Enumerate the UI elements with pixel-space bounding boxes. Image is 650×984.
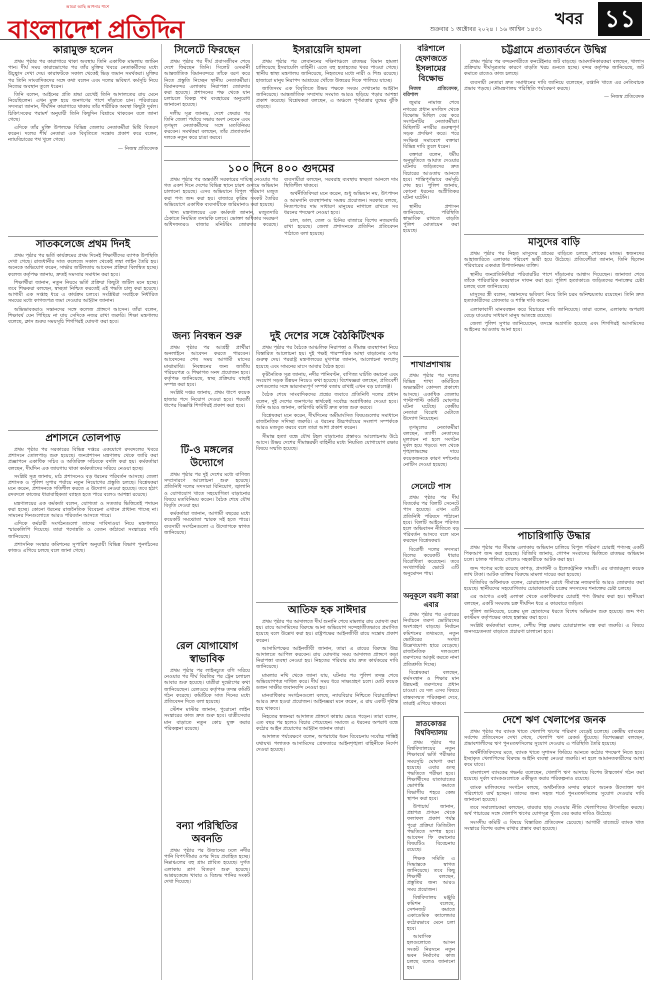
story-headline[interactable]: পাচারিগাড়ি উদ্ধার [517, 531, 591, 542]
paragraph: এদিকে কর্মচারী সংগঠনগুলো তাদের দাবিদাওয়া নিয়ে মন্ত্রণালয়ে স্মারকলিপি দিয়েছে। তারা পদোন্নতি ও বেতন কাঠামো সংস্কারের দাবি জানিয়েছে। [8, 521, 158, 540]
paragraph: প্রথম পৃষ্ঠার পর দীর্ঘ প্রবাসজীবন শেষে দেশে ফিরছেন তিনি। সিলেট ওসমানী আন্তর্জাতিক বিমানবন্দরে তাঁকে বরণ করে নিতে প্রস্তুতি নিচ্ছেন স্থানীয় নেতাকর্মীরা। বিমানবন্দর এলাকায় নিরাপত্তা জোরদার করা হয়েছে। প্রশাসনের পক্ষ থেকে যান চলাচলে বিকল্প পথ ব্যবহারের অনুরোধ জানানো হয়েছে। [164, 59, 250, 109]
story-body [403, 373, 459, 468]
paragraph: আদালত পর্যবেক্ষণে বলেন, অপরাধের ধরন বিবেচনায় সর্বোচ্চ শাস্তিই যথাযথ। পলাতক আসামিদের গ্রেফতারে আইনশৃঙ্খলা বাহিনীকে নির্দেশ দেওয়া হয়েছে। [256, 734, 398, 753]
story-headline[interactable]: রেল যোগাযোগ স্বাভাবিক [176, 641, 238, 665]
story-headline[interactable]: আতিফ হক সাঈদার [287, 605, 367, 616]
story-headline[interactable]: সাতকলেজে প্রথম দিনই [35, 239, 131, 250]
logo-tagline: আমরা আছি আপনার পাশে [66, 4, 110, 9]
paragraph: এদিকে তাঁর মুক্তি উপলক্ষে বিভিন্ন জেলায় নেতাকর্মীরা মিষ্টি বিতরণ করেন। দলের শীর্ষ নেতারা এক বিবৃতিতে সন্তোষ প্রকাশ করে বলেন, ন্যায়বিচারের পথ খুলে গেছে। [8, 125, 158, 144]
byline: নিজস্ব প্রতিবেদক, বরিশাল [403, 86, 459, 99]
story-talks[interactable] [164, 444, 250, 594]
story-headline[interactable]: শাখাপ্রশাখায় [411, 360, 451, 369]
paragraph: বিশ্লেষকরা বলছেন, কর্মসংস্থান ও শিক্ষার মান উন্নয়নই তরুণদের প্রধান চাওয়া। যে দল এসব বিষয়ে বাস্তবসম্মত পরিকল্পনা দেবে, তারাই এগিয়ে থাকবে। [403, 669, 459, 707]
paragraph: মন্ত্রণালয়ের এক কর্মকর্তা বলেন, যোগ্যতা ও সততার ভিত্তিতেই পদায়ন করা হচ্ছে। কোনো ধরনের রাজনৈতিক বিবেচনা এখানে প্রাধান্য পাচ্ছে না। সামনের দিনগুলোতে আরও পরিবর্তন আসতে পারে। [8, 500, 158, 520]
section-label: খবর [555, 9, 584, 28]
paragraph: প্রথম পৃষ্ঠার পর আদালতে দীর্ঘ শুনানি শেষে মামলার রায় ঘোষণা করা হয়। রায়ে আসামিদের বিরুদ্ধে আনা অভিযোগ সন্দেহাতীতভাবে প্রমাণিত হয়েছে বলে উল্লেখ করা হয়। রাষ্ট্রপক্ষের আইনজীবী রায়ে সন্তোষ প্রকাশ করেন। [256, 619, 398, 644]
story-body [464, 729, 644, 832]
paragraph: প্রথম পৃষ্ঠার পর আগ্রহী প্রার্থীরা অনলাইনে আবেদন করতে পারবেন। আবেদনের শেষ সময় আগামী মাসের মাঝামাঝি। নিবন্ধনের জন্য জাতীয় পরিচয়পত্র ও শিক্ষাগত সনদ প্রয়োজন হবে। কর্তৃপক্ষ জানিয়েছে, স্বচ্ছ প্রক্রিয়ায় বাছাই সম্পন্ন করা হবে। [164, 345, 250, 389]
paragraph: এর আগেও একই এলাকা থেকে একাধিকবার চোরাই পণ্য উদ্ধার করা হয়। স্থানীয়রা বলছেন, একটি সংঘবদ্ধ চক্র দীর্ঘদিন ধরে এ কারবারে জড়িত। [464, 594, 644, 607]
newspaper-logo[interactable] [8, 2, 208, 44]
paragraph: কর্মকর্তারা জানান, আগামী বছরের মধ্যে কয়েকটি সমঝোতা স্মারক সই হতে পারে। ব্যবসায়ী সংগঠনগুলো এ উদ্যোগকে স্বাগত জানিয়েছে। [164, 511, 250, 536]
paragraph: অভিভাবকরাও সন্তানদের সঙ্গে কলেজ প্রাঙ্গণে আসেন। তাঁরা বলেন, শিক্ষাবর্ষ যেন পিছিয়ে না যায় সেদিকে নজর রাখা জরুরি। শিক্ষা মন্ত্রণালয় বলেছে, ক্লাস শুরুর সময়সূচি শিগগিরই ঘোষণা করা হবে। [8, 306, 158, 326]
story-headline[interactable]: সিলেটে ফিরছেন [174, 45, 240, 56]
story-sayeed[interactable] [256, 604, 398, 980]
paragraph: প্রথম পৃষ্ঠার পর ভর্তি কার্যক্রমের প্রথম দিনেই শিক্ষার্থীদের ব্যাপক উপস্থিতি দেখা গেছে। রাজধানীর সাত কলেজে সকাল থেকেই লম্বা লাইন তৈরি হয়। অনেকে অভিযোগ করেন, সার্ভার জটিলতায় আবেদন প্রক্রিয়া বিলম্বিত হচ্ছে। কলেজ কর্তৃপক্ষ জানায়, দ্রুতই সমস্যার সমাধান করা হবে। [8, 253, 158, 278]
story-shaka[interactable] [403, 358, 459, 478]
paragraph: এলাকাবাসী মানববন্ধন করে বিচারের দাবি জানিয়েছে। তারা বলেন, এলাকায় অপরাধ বেড়ে যাওয়ায় সাধারণ মানুষ আতঙ্কে রয়েছে। [464, 306, 644, 319]
story-body [256, 619, 398, 753]
dateline: শুক্রবার ১ অক্টোবর ২০২৪ । ১৬ আশ্বিন ১৪৩১ [430, 26, 543, 33]
story-headline[interactable]: বরিশালে হেফাজতে ইসলামের বিক্ষোভ [415, 44, 447, 83]
story-body [8, 253, 158, 325]
paragraph: প্রথম পৃষ্ঠার পর কারাগারে থাকা অবস্থায় তিনি একাধিক মামলায় জামিন পান। দীর্ঘ সময় কারাভোগের পর তাঁর মুক্তির খবরে নেতাকর্মীদের মধ্যে উচ্ছ্বাস দেখা দেয়। কারাফটকে সকাল থেকেই ভিড় জমান সমর্থকরা। মুক্তির পর তিনি সাংবাদিকদের সঙ্গে কথা বলেন এবং দলের ভবিষ্যৎ কর্মসূচি নিয়ে নিজের অবস্থান তুলে ধরেন। [8, 59, 158, 90]
paragraph: তবে সমালোচকরা বলছেন, বারবার ছাড় দেওয়ার নীতি খেলাপিদের উৎসাহিত করছে। অর্থ পাচারের সঙ্গে খেলাপি ঋণের যোগসূত্র খুঁজে বের করার দাবিও উঠেছে। [464, 805, 644, 818]
story-headline[interactable]: প্রশাসনে তোলপাড় [45, 433, 121, 444]
story-body [407, 740, 455, 971]
paragraph: প্রশাসনিক সংস্কার কমিশনের সুপারিশ অনুযায়ী বিভিন্ন বিভাগ পুনর্গঠনের কাজও এগিয়ে চলছে বলে জানা গেছে। [8, 541, 158, 555]
story-headline[interactable]: সেনেটে পাস [411, 482, 451, 491]
story-body [464, 251, 644, 333]
story-body [256, 345, 398, 452]
paragraph: প্রথম পৃষ্ঠার পর সরকারের বিভিন্ন দপ্তরে একযোগে রদবদলের খবরে প্রশাসনে তোলপাড় শুরু হয়েছে। জনপ্রশাসন মন্ত্রণালয় থেকে জারি করা প্রজ্ঞাপনে একাধিক সচিব ও অতিরিক্ত সচিবকে বদলি করা হয়। কর্মকর্তারা বলছেন, দীর্ঘদিন এক জায়গায় থাকা কর্মকর্তাদের সরিয়ে নেওয়া হচ্ছে। [8, 447, 158, 472]
paragraph: শিক্ষার্থীরা জানান, নতুন নিয়মে ভর্তি প্রক্রিয়া কিছুটা জটিল মনে হচ্ছে। তবে শিক্ষকরা বলছেন, স্বচ্ছতা নিশ্চিত করতেই এই পদ্ধতি চালু করা হয়েছে। আগামী এক সপ্তাহ ধরে এ কার্যক্রম চলবে। সংশ্লিষ্টরা সবাইকে নির্ধারিত সময়ের মধ্যে কাগজপত্র জমা দেওয়ার আহ্বান জানান। [8, 279, 158, 305]
story-karamuj[interactable] [8, 44, 158, 234]
byline: — নিজস্ব প্রতিবেদক [604, 94, 644, 101]
page-number: ১১ [598, 2, 642, 36]
column-divider [460, 44, 461, 980]
story-seneta[interactable] [403, 480, 459, 590]
story-barishal[interactable] [403, 44, 459, 354]
story-center[interactable] [256, 330, 398, 600]
story-loan[interactable] [464, 714, 644, 980]
paragraph: তিনি বলেন, আইনের প্রতি শ্রদ্ধা রেখেই তিনি আদালতের রায় মেনে নিয়েছিলেন। এখন মুক্ত হয়ে জনগণের পাশে দাঁড়াতে চান। পরিবারের সদস্যরা জানান, দীর্ঘদিন কারাগারে থাকায় তাঁর শারীরিক অবস্থা কিছুটা দুর্বল। চিকিৎসকের পরামর্শ অনুযায়ী তিনি কিছুদিন বিশ্রামে থাকবেন বলে জানা গেছে। [8, 92, 158, 123]
paragraph: স্থানীয় জনপ্রতিনিধিরা পরিবারটির পাশে দাঁড়ানোর আশ্বাস দিয়েছেন। জানাজা শেষে তাঁকে পারিবারিক কবরস্থানে দাফন করা হয়। পুলিশ হত্যাকাণ্ডে জড়িতদের শনাক্তের চেষ্টা চলছে বলে জানিয়েছে। [464, 271, 644, 291]
story-jobs[interactable] [164, 330, 250, 440]
byline: — নিজস্ব প্রতিবেদক [118, 145, 158, 152]
paragraph: প্রথম পৃষ্ঠার পর এবারের নির্বাচনে তরুণ ভোটারদের অংশগ্রহণ বাড়ছে। নির্বাচন কমিশনের তথ্যমতে, নতুন ভোটারের সংখ্যা উল্লেখযোগ্য হারে বেড়েছে। রাজনৈতিক দলগুলো তরুণদের আকৃষ্ট করতে নানা প্রতিশ্রুতি দিচ্ছে। [403, 612, 459, 668]
story-divider [256, 602, 398, 603]
paragraph: ব্যাংক মালিকদের সংগঠন বলছে, অর্থনৈতিক মন্দার কারণে অনেক উদ্যোক্তা ঋণ পরিশোধে ব্যর্থ হচ্ছেন। তাদের জন্য সহজ শর্তে পুনঃতফসিলের সুযোগ দেওয়ার দাবি জানানো হয়েছে। [464, 784, 644, 804]
paragraph: প্রথম পৃষ্ঠার পর উজানের ঢলে নদীর পানি বিপৎসীমার ওপর দিয়ে প্রবাহিত হচ্ছে। নিম্নাঞ্চলের বহু গ্রাম প্লাবিত হয়েছে। দুর্গত এলাকায় ত্রাণ বিতরণ শুরু হয়েছে। আশ্রয়কেন্দ্রে খাবার ও বিশুদ্ধ পানির সংকট দেখা দিয়েছে। [164, 848, 250, 886]
story-masud[interactable] [464, 236, 644, 526]
story-headline[interactable]: চট্টগ্রামে প্রত্যাবর্তনে উদ্বিগ্ন [501, 45, 607, 56]
story-patagari[interactable] [464, 530, 644, 710]
story-body [8, 447, 158, 554]
story-body [256, 59, 398, 111]
story-divider [403, 356, 459, 357]
paragraph: প্রথম পৃষ্ঠার পর নিহত মাসুদের গ্রামের বাড়িতে চলছে শোকের মাতম। স্বজনদের আহাজারিতে এলাকার পরিবেশ ভারী হয়ে উঠেছে। প্রতিবেশীরা জানান, তিনি ছিলেন পরিবারের একমাত্র উপার্জনক্ষম ব্যক্তি। [464, 251, 644, 270]
paragraph: জুমার নামাজ শেষে নগরের প্রধান মসজিদ থেকে বিক্ষোভ মিছিল বের করে সংগঠনটির নেতাকর্মীরা। মিছিলটি নগরীর গুরুত্বপূর্ণ সড়ক প্রদক্ষিণ করে। পরে সংক্ষিপ্ত সমাবেশে বক্তারা বিভিন্ন দাবি তুলে ধরেন। [403, 100, 459, 150]
paragraph: প্রথম পৃষ্ঠার পর লেবাননের দক্ষিণাঞ্চলে রাতভর বিমান হামলা চালিয়েছে ইসরায়েলি বাহিনী। এতে বহু হতাহতের খবর পাওয়া গেছে। স্থানীয় স্বাস্থ্য মন্ত্রণালয় জানিয়েছে, নিহতদের মধ্যে নারী ও শিশু রয়েছে। হাজারো মানুষ নিরাপদ আশ্রয়ের খোঁজে উত্তরের দিকে পালিয়ে যাচ্ছে। [256, 59, 398, 84]
column-divider [400, 44, 401, 980]
story-headline[interactable]: জন্য নিবন্ধন শুরু [172, 331, 242, 342]
paragraph: বিশ্ববিদ্যালয় মঞ্জুরি কমিশন বলেছে, সেশনজট কমাতে একাডেমিক ক্যালেন্ডার কঠোরভাবে মেনে চলা হবে। [407, 894, 455, 932]
story-anukul[interactable] [403, 592, 459, 712]
paragraph: ব্যবসায়ী নেতারা দ্রুত সমাধানের দাবি জানিয়ে বলেছেন, রপ্তানি খাতে এর নেতিবাচক প্রভাব পড়ছে। নৌমন্ত্রণালয় পরিস্থিতি পর্যবেক্ষণ করছে। [464, 79, 644, 92]
story-headline[interactable]: দেশে ঋণ খেলাপের জনক [502, 715, 606, 726]
paragraph: উপাচার্য জানান, প্রশ্নপত্র প্রণয়ন থেকে ফলাফল প্রকাশ পর্যন্ত পুরো প্রক্রিয়া ডিজিটাল পদ্ধতিতে সম্পন্ন হবে। আবেদন ফি কমানোর বিষয়টিও বিবেচনায় রয়েছে। [407, 804, 455, 854]
paragraph: খাদ্য মন্ত্রণালয়ের এক কর্মকর্তা জানান, মজুতদারি ঠেকাতে নিয়মিত তদারকি চলবে। ভোক্তা অধিকার সংরক্ষণ অধিদফতরও বাজার মনিটরিং জোরদার করেছে। ব্যবসায়ীরা বলছেন, সরবরাহ ব্যবস্থায় স্বচ্ছতা আনলে দাম স্থিতিশীল থাকবে। [164, 177, 398, 229]
paragraph: বিজিবির অধিনায়ক বলেন, চোরাচালান রোধে সীমান্তে নজরদারি আরও জোরদার করা হয়েছে। স্থানীয়দের সহযোগিতায় চোরাকারবারি চক্রের সদস্যদের শনাক্তের চেষ্টা চলছে। [464, 580, 644, 593]
paragraph: বৈঠক শেষে সাংবাদিকদের প্রশ্নের জবাবে প্রতিনিধি দলের প্রধান বলেন, দুই দেশের জনগণের স্বার্থকেই সর্বোচ্চ অগ্রাধিকার দেওয়া হবে। তিনি আরও জানান, কারিগরি কমিটি দ্রুত কাজ শুরু করবে। [256, 392, 398, 411]
paragraph: প্রথম পৃষ্ঠার পর বৈঠকে আঞ্চলিক নিরাপত্তা ও সীমান্ত ব্যবস্থাপনা নিয়ে বিস্তারিত আলোচনা হয়। দুই পক্ষই পারস্পরিক আস্থা বাড়ানোর ওপর গুরুত্ব দেয়। পররাষ্ট্র মন্ত্রণালয়ের মুখপাত্র জানান, আলোচনা ফলপ্রসূ হয়েছে এবং সামনের মাসে আবার বৈঠক হবে। [256, 345, 398, 370]
story-rail[interactable] [164, 640, 250, 790]
paragraph: তৃণমূলের নেতাকর্মীরা বলছেন, ত্যাগী নেতাদের মূল্যায়ন না হলে সংগঠন দুর্বল হয়ে পড়বে। দল থেকে শৃঙ্খলাভঙ্গের দায়ে কয়েকজনকে কারণ দর্শানোর নোটিস দেওয়া হয়েছে। [403, 424, 459, 468]
story-body [164, 177, 398, 237]
story-body [164, 345, 250, 409]
paragraph: বিরোধী দলের সদস্যরা বিলের কয়েকটি ধারার বিরোধিতা করেছেন। তবে সংখ্যাগরিষ্ঠ ভোটে এটি অনুমোদন পায়। [403, 546, 459, 578]
story-headline[interactable]: দুই দেশের সঙ্গে বৈঠকিটিংখক [270, 331, 384, 342]
story-100days[interactable] [164, 162, 398, 327]
story-body [164, 668, 250, 732]
paragraph: প্রথম পৃষ্ঠার পর বিশ্ববিদ্যালয়ের নতুন শিক্ষাবর্ষে ভর্তি পরীক্ষার সময়সূচি ঘোষণা করা হয়েছে। এবার গুচ্ছ পদ্ধতিতে পরীক্ষা হবে। শিক্ষার্থীদের যাতায়াতের ভোগান্তি কমাতে বিভাগীয় শহরে কেন্দ্র স্থাপন করা হবে। [407, 740, 455, 802]
story-body [164, 59, 250, 142]
story-headline[interactable]: ১০০ দিনে ৪০০ গুদমের [227, 162, 335, 175]
story-body [403, 495, 459, 578]
story-divider [8, 236, 158, 237]
story-headline[interactable]: স্নাতকোত্তর বিশ্ববিদ্যালয় [414, 720, 448, 737]
story-headline[interactable]: মাসুদের বাড়ি [528, 237, 580, 248]
paragraph: আবাসিক হলগুলোতে আসন সংকট নিরসনে নতুন ভবন নির্মাণের কাজ চলছে বলেও জানানো হয়। [407, 934, 455, 972]
paragraph: শিক্ষক সমিতি এ সিদ্ধান্তকে স্বাগত জানিয়েছে। তবে কিছু শিক্ষার্থী বলছেন, প্রস্তুতির জন্য আরও সময় প্রয়োজন। [407, 855, 455, 893]
story-headline[interactable]: কারামুক্ত হলেন [53, 45, 113, 56]
story-chattogram[interactable] [464, 44, 644, 232]
story-body [464, 545, 644, 636]
paragraph: অর্থনীতিবিদদের মতে, ব্যাংক খাতে সুশাসন ফিরিয়ে আনতে কঠোর পদক্ষেপ নিতে হবে। ইচ্ছাকৃত খেলাপিদের বিরুদ্ধে আইনি ব্যবস্থা নেওয়া জরুরি। না হলে আমানতকারীদের আস্থা কমে যাবে। [464, 749, 644, 769]
paragraph: সংশ্লিষ্ট কর্মকর্তারা বলেন, দেশীয় শিল্প রক্ষায় চোরাচালান বন্ধ করা জরুরি। এ বিষয়ে জনসচেতনতা বাড়াতে প্রচারণা চালানো হবে। [464, 623, 644, 636]
paragraph: বক্তারা বলেন, ধর্মীয় অনুভূতিতে আঘাত দেওয়ার ঘটনায় জড়িতদের দ্রুত বিচারের আওতায় আনতে হবে। শান্তিপূর্ণভাবে কর্মসূচি শেষ হয়। পুলিশ জানায়, কোনো ধরনের অপ্রীতিকর ঘটনা ঘটেনি। [403, 152, 459, 202]
paragraph: প্রথম পৃষ্ঠার পর দুই দেশের মধ্যে বাণিজ্য সম্প্রসারণে আলোচনা শুরু হয়েছে। প্রতিনিধি দলের সদস্যরা বিনিয়োগ, জ্বালানি ও যোগাযোগ খাতে সহযোগিতা বাড়ানোর বিষয়ে মতবিনিময় করেন। বৈঠক শেষে যৌথ বিবৃতি দেওয়া হয়। [164, 472, 250, 510]
paragraph: সংশ্লিষ্ট সূত্র জানায়, মাঠ প্রশাসনেও বড় ধরনের পরিবর্তন আসছে। জেলা প্রশাসক ও পুলিশ সুপার পর্যায়ে নতুন নিয়োগের প্রস্তুতি চলছে। বিশ্লেষকরা মনে করেন, প্রশাসনকে গতিশীল করতে এ উদ্যোগ নেওয়া হয়েছে। তবে হঠাৎ রদবদলে কাজের ধারাবাহিকতা ব্যাহত হতে পারে বলেও আশঙ্কা রয়েছে। [8, 473, 158, 499]
paragraph: প্রথম পৃষ্ঠার পর লাইনচ্যুত বগি সরিয়ে নেওয়ার পর দীর্ঘ বিরতির পর ট্রেন চলাচল আবার শুরু হয়েছে। যাত্রীরা দুর্ভোগের কথা জানিয়েছেন। রেলওয়ে কর্তৃপক্ষ তদন্ত কমিটি গঠন করেছে। কমিটিকে সাত দিনের মধ্যে প্রতিবেদন দিতে বলা হয়েছে। [164, 668, 250, 706]
paragraph: জেলা পুলিশ সুপার জানিয়েছেন, তদন্তে অগ্রগতি হয়েছে এবং শিগগিরই আসামিদের আইনের আওতায় আনা হবে। [464, 321, 644, 334]
story-colleges[interactable] [8, 238, 158, 428]
story-body [403, 86, 459, 235]
paragraph: মামলার নথি থেকে জানা যায়, ঘটনার পর পুলিশ তদন্ত শেষে অভিযোগপত্র দাখিল করে। দীর্ঘ সময় ধরে সাক্ষ্যগ্রহণ চলে। মোট কয়েক ডজন সাক্ষীর জবানবন্দি নেওয়া হয়। [256, 672, 398, 692]
paragraph: প্রথম পৃষ্ঠার পর বন্দরনগরীতে কনটেইনার জট বাড়ছে। আমদানিকারকরা বলছেন, খালাস প্রক্রিয়ায় দীর্ঘসূত্রতার কারণে বাড়তি খরচ গুনতে হচ্ছে। বন্দর কর্তৃপক্ষ জানিয়েছে, জট কমাতে রাতেও কাজ চলছে। [464, 59, 644, 78]
paragraph: স্টেশন মাস্টার জানান, পুরোনো লাইন সংস্কারের কাজ দ্রুত শুরু হবে। যাত্রীসেবার মান বাড়াতে নতুন কোচ যুক্ত করার পরিকল্পনা রয়েছে। [164, 707, 250, 732]
story-body [164, 848, 250, 885]
paragraph: প্রথম পৃষ্ঠার পর দীর্ঘ বিতর্কের পর বিলটি সেনেটে পাস হয়েছে। এখন এটি প্রতিনিধি পরিষদে পাঠানো হবে। বিলটি আইনে পরিণত হলে অভিবাসন নীতিতে বড় পরিবর্তন আসবে বলে মনে করছেন বিশ্লেষকরা। [403, 495, 459, 545]
story-headline[interactable]: বন্যা পরিস্থিতির অবনতি [176, 821, 238, 845]
paragraph: জাতিসংঘ এক বিবৃতিতে উভয় পক্ষকে সংযম দেখানোর আহ্বান জানিয়েছে। আন্তর্জাতিক সম্প্রদায় সংঘাত আরও ছড়িয়ে পড়ার আশঙ্কা প্রকাশ করেছে। বিশ্লেষকরা বলছেন, এ অঞ্চলে পূর্ণমাত্রার যুদ্ধের ঝুঁকি বাড়ছে। [256, 85, 398, 111]
paragraph: প্রথম পৃষ্ঠার পর সীমান্ত এলাকায় অভিযান চালিয়ে বিপুল পরিমাণ চোরাই পণ্যসহ একটি পিকআপ জব্দ করা হয়েছে। বিজিবি জানায়, গোপন সংবাদের ভিত্তিতে রাতভর অভিযান চলে। চালক পালিয়ে গেলেও সহকারীকে আটক করা হয়। [464, 545, 644, 564]
paragraph: চাল, ডাল, তেল ও চিনির বাজারে বিশেষ নজরদারি রাখা হয়েছে। জেলা প্রশাসনকে প্রতিদিন প্রতিবেদন পাঠাতে বলা হয়েছে। [284, 218, 398, 237]
paragraph: কূটনৈতিক সূত্র জানায়, নদীর পানিবণ্টন, বাণিজ্য ঘাটতি কমানো এবং সংযোগ সড়ক উন্নয়ন নিয়েও কথা হয়েছে। বিশেষজ্ঞরা বলছেন, প্রতিবেশী দেশগুলোর সঙ্গে ভারসাম্যপূর্ণ সম্পর্ক বজায় রাখাই এখন বড় চ্যালেঞ্জ। [256, 371, 398, 391]
paragraph: নিহতের স্বজনরা আদালত প্রাঙ্গণে কান্নায় ভেঙে পড়েন। তারা বলেন, এত বছর পর হলেও বিচার পেয়েছেন। সমাজে এ ধরনের অপরাধ বন্ধে কঠোর আইন প্রয়োগের আহ্বান জানান তারা। [256, 713, 398, 733]
story-headline[interactable]: অনুকূলে বয়সী কারা এবার [403, 592, 459, 609]
paragraph: দলীয় সূত্র জানায়, দেশে ফেরার পর তিনি জেলা পর্যায়ে সভায় অংশ নেবেন এবং তৃণমূল নেতাকর্মীদের সঙ্গে মতবিনিময় করবেন। সমর্থকরা বলছেন, তাঁর প্রত্যাবর্তন দলকে নতুন করে চাঙা করবে। [164, 110, 250, 142]
paragraph: পুলিশ জানিয়েছে, চক্রের মূল হোতাদের ধরতে বিশেষ অভিযান শুরু হয়েছে। জব্দ পণ্য কাস্টমস কর্তৃপক্ষের কাছে হস্তান্তর করা হবে। [464, 608, 644, 622]
story-headline[interactable]: ইসরায়েলি হামলা [293, 45, 361, 56]
story-divider [164, 146, 250, 147]
paragraph: সীমান্ত হত্যা বন্ধে যৌথ টহল বাড়ানোর প্রস্তাবও আলোচনায় উঠে আসে। উভয় দেশের সীমান্তরক্ষী বাহিনীর মধ্যে নিয়মিত যোগাযোগ রক্ষার বিষয়ে সম্মতি হয়েছে। [256, 433, 398, 453]
story-body [464, 59, 644, 100]
paragraph: অর্থনীতিবিদরা মনে করেন, শুধু অভিযান নয়, উৎপাদন ও আমদানি ব্যবস্থাপনায় সমন্বয় প্রয়োজন। সরকার বলছে, নিত্যপণ্যের দাম সাধারণ মানুষের নাগালে রাখতে সব ধরনের পদক্ষেপ নেওয়া হবে। [284, 191, 398, 217]
paragraph: আসামিপক্ষের আইনজীবী জানান, তারা এ রায়ের বিরুদ্ধে উচ্চ আদালতে আপিল করবেন। রায় ঘোষণার সময় আদালত প্রাঙ্গণে কড়া নিরাপত্তা ব্যবস্থা নেওয়া হয়। নিহতের পরিবার রায় দ্রুত কার্যকরের দাবি জানিয়েছে। [256, 645, 398, 671]
paragraph: মানবাধিকার সংগঠনগুলো বলছে, ন্যায়বিচার নিশ্চিতে বিচারপ্রক্রিয়া আরও দ্রুত হওয়া প্রয়োজন। আইনজ্ঞরা মনে করেন, এ রায় একটি দৃষ্টান্ত হয়ে থাকবে। [256, 693, 398, 712]
paragraph: প্রথম পৃষ্ঠার পর ব্যাংক খাতে খেলাপি ঋণের পরিমাণ বেড়েই চলেছে। কেন্দ্রীয় ব্যাংকের সর্বশেষ প্রতিবেদনে দেখা গেছে, খেলাপি ঋণ রেকর্ড ছুঁয়েছে। বিশেষজ্ঞরা বলছেন, প্রভাবশালীদের ঋণ পুনঃতফসিলের সুযোগ দেওয়ায় এ পরিস্থিতি তৈরি হয়েছে। [464, 729, 644, 748]
story-israeli[interactable] [256, 44, 398, 154]
story-divider [464, 234, 644, 235]
paragraph: জব্দ পণ্যের মধ্যে রয়েছে কাপড়, প্রসাধনী ও ইলেকট্রনিক সামগ্রী। এর বাজারমূল্য কয়েক লাখ টাকা। আটক ব্যক্তির বিরুদ্ধে মামলা দায়ের করা হয়েছে। [464, 565, 644, 578]
paragraph: মাসুদের স্ত্রী বলেন, সন্তানদের ভবিষ্যৎ নিয়ে তিনি চরম অনিশ্চয়তায় রয়েছেন। তিনি দ্রুত হত্যাকারীদের গ্রেফতার ও শাস্তি দাবি করেন। [464, 292, 644, 305]
paragraph: স্থানীয় প্রশাসন জানিয়েছে, পরিস্থিতি স্বাভাবিক রাখতে বাড়তি পুলিশ মোতায়েন করা হয়েছে। [403, 203, 459, 235]
story-body [164, 472, 250, 536]
paragraph: সংসদীয় কমিটি এ বিষয়ে বিস্তারিত প্রতিবেদন চেয়েছে। আগামী বাজেটে ব্যাংক খাত সংস্কারে বিশেষ বরাদ্দ রাখার প্রস্তাব করা হয়েছে। [464, 819, 644, 832]
paragraph: প্রথম পৃষ্ঠার পর দলের বিভিন্ন শাখা কমিটিতে অভ্যন্তরীণ কোন্দল প্রকাশ্যে আসছে। একাধিক জেলায় পাল্টাপাল্টি কমিটি ঘোষণার ঘটনা ঘটেছে। কেন্দ্রীয় নেতারা বিরোধ মেটাতে উদ্যোগ নিয়েছেন। [403, 373, 459, 423]
story-divider [164, 160, 398, 161]
paragraph: বাংলাদেশ ব্যাংকের গভর্নর বলেছেন, খেলাপি ঋণ আদায়ে বিশেষ টাস্কফোর্স গঠন করা হয়েছে। দুর্বল ব্যাংকগুলোকে একীভূত করার পরিকল্পনাও রয়েছে। [464, 770, 644, 783]
story-divider [8, 430, 158, 431]
story-sylhet[interactable] [164, 44, 250, 144]
story-flood[interactable] [164, 820, 250, 980]
masthead [0, 0, 650, 44]
story-body [403, 612, 459, 707]
paragraph: বিশ্লেষকরা মনে করেন, দীর্ঘদিনের অমীমাংসিত বিষয়গুলোর সমাধানে রাজনৈতিক সদিচ্ছা জরুরি। এ ধরনের উচ্চপর্যায়ের সংলাপ সম্পর্ককে আরও মজবুত করবে বলে তারা আশা প্রকাশ করেন। [256, 413, 398, 432]
paragraph: প্রথম পৃষ্ঠার পর অন্তর্বর্তী সরকারের দায়িত্ব নেওয়ার পর গত একশ দিনে দেশের বিভিন্ন স্থানে চারশ গুদামে অভিযান চালানো হয়েছে। এসব অভিযানে বিপুল পরিমাণ মজুত করা পণ্য জব্দ করা হয়। বাজারে কৃত্রিম সংকট তৈরির অভিযোগে একাধিক ব্যবসায়ীকে জরিমানাও করা হয়েছে। [164, 177, 278, 208]
story-university[interactable] [403, 716, 459, 980]
story-headline[interactable]: টি-ও মঙ্গলের উদ্যোগে [180, 445, 234, 469]
story-body [8, 59, 158, 152]
paragraph: সংশ্লিষ্ট দপ্তর জানায়, প্রথম ধাপে কয়েক হাজার পদে নিয়োগ দেওয়া হবে। পরবর্তী ধাপের বিজ্ঞপ্তি শিগগিরই প্রকাশ করা হবে। [164, 390, 250, 409]
story-divider [464, 712, 644, 713]
logo-text: বাংলাদেশ প্রতিদিন [8, 15, 184, 44]
story-prosason[interactable] [8, 432, 158, 980]
story-divider [464, 528, 644, 529]
column-divider [161, 44, 162, 980]
